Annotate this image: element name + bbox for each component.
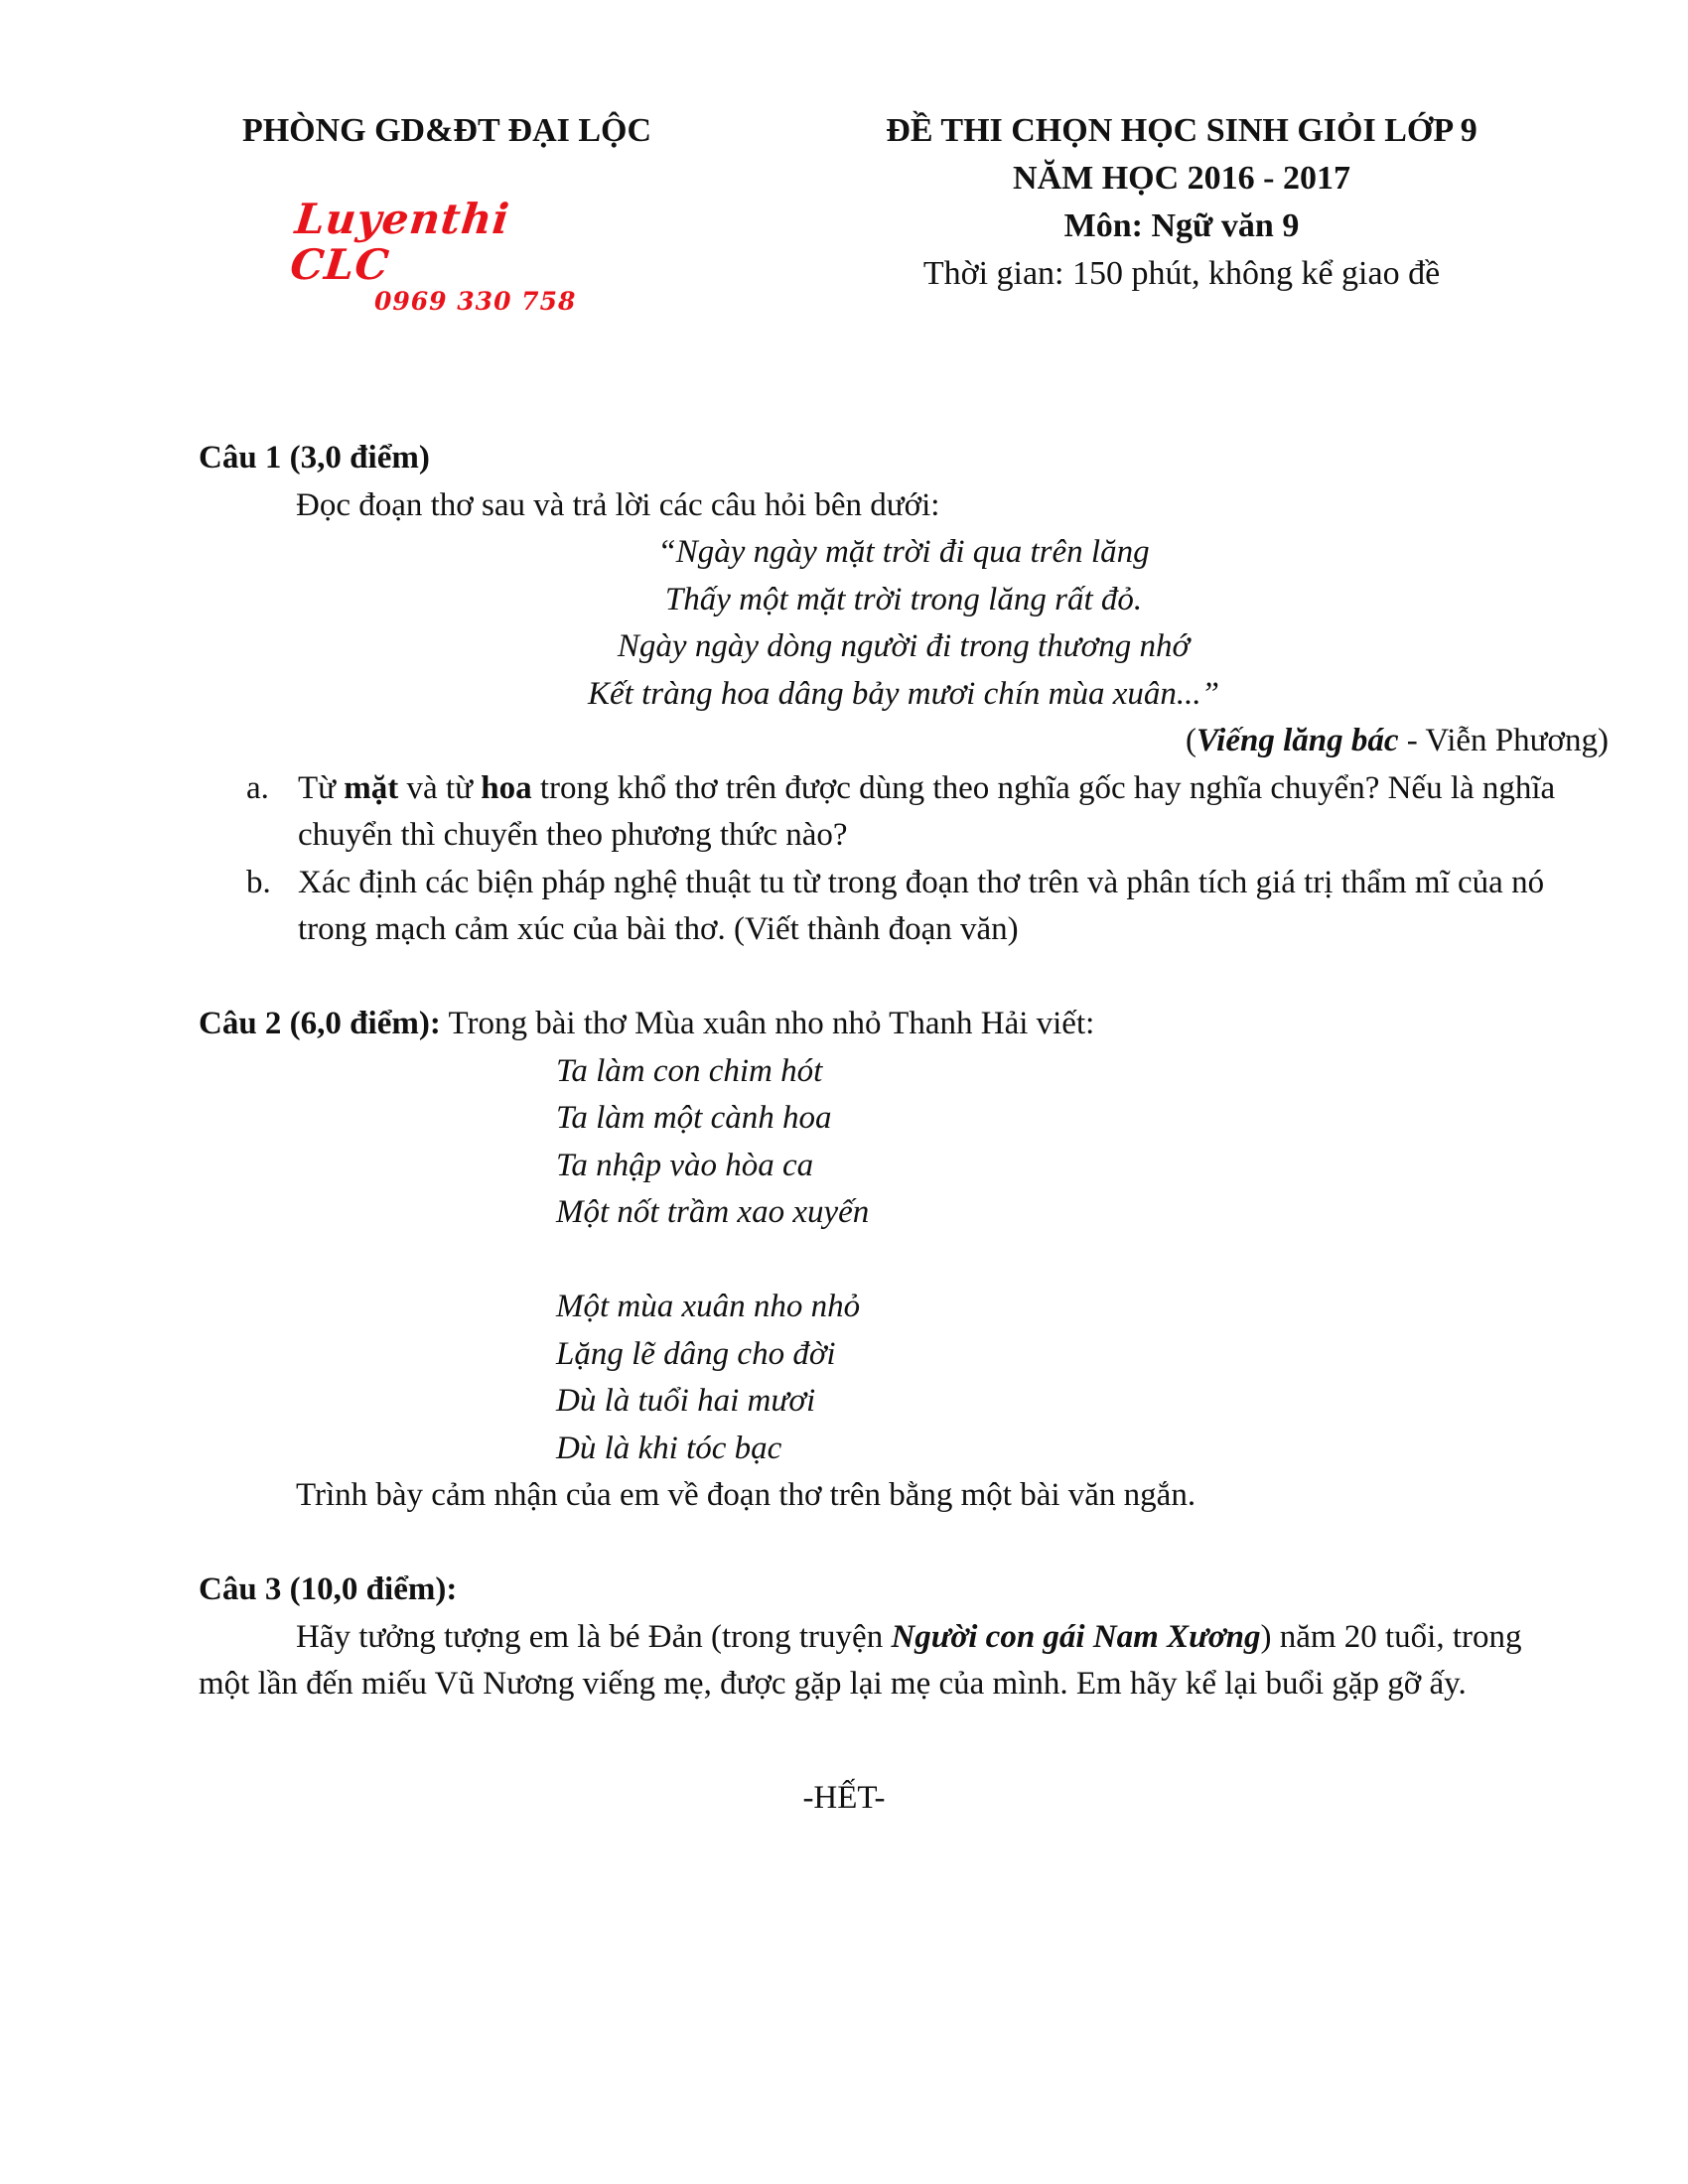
q1-heading: Câu 1 (3,0 điểm) [199, 440, 430, 476]
keyword-mat: mặt [344, 769, 399, 806]
subject: Môn: Ngữ văn 9 [1063, 207, 1300, 244]
item-text: Xác định các biện pháp nghệ thuật tu từ trong đoạn thơ trên và phân tích giá trị thẩm mĩ của nó trong mạch cảm xúc của bài thơ. (Viết thành đoạn văn) [298, 864, 1545, 947]
logo-phone: 0969 330 758 [374, 287, 577, 316]
source-author: - Viễn Phương) [1398, 723, 1609, 758]
q2-poem-line: Ta làm một cành hoa [556, 1100, 832, 1136]
q2-poem-line: Một mùa xuân nho nhỏ [556, 1289, 861, 1324]
q1-poem-line: Ngày ngày dòng người đi trong thương nhớ [617, 628, 1191, 664]
logo-name: Luyenthi CLC [288, 195, 512, 289]
q2-poem-line: Ta làm con chim hót [556, 1052, 823, 1089]
brand-logo [288, 195, 611, 316]
q2-intro-line [199, 1001, 1609, 1048]
q3-text-line: một lần đến miếu Vũ Nương viếng mẹ, được gặp lại mẹ của mình. Em hãy kể lại buổi gặp gỡ ấy. [199, 1666, 1467, 1702]
q2-poem-line: Ta nhập vào hòa ca [556, 1147, 814, 1183]
end-mark: -HẾT- [802, 1780, 886, 1816]
department-title: PHÒNG GD&ĐT ĐẠI LỘC [241, 112, 652, 149]
q1-poem-line: Thấy một mặt trời trong lăng rất đỏ. [664, 581, 1143, 617]
item-text: Từ [298, 769, 345, 806]
q3-text: Hãy tưởng tượng em là bé Đản (trong truyện [296, 1618, 892, 1655]
school-year: NĂM HỌC 2016 - 2017 [1013, 160, 1350, 197]
item-text: trong khổ thơ trên được dùng theo nghĩa gốc hay nghĩa chuyển? Nếu là nghĩa chuyển thì chuyển theo phương thức nào? [298, 769, 1556, 853]
q2-poem-line: Một nốt trầm xao xuyến [556, 1194, 870, 1230]
q1-poem-line: Kết tràng hoa dâng bảy mươi chín mùa xuân...” [588, 675, 1219, 712]
q3-text-line [199, 1614, 1609, 1662]
q1-instruction: Đọc đoạn thơ sau và trả lời các câu hỏi bên dưới: [296, 486, 940, 523]
story-title: Người con gái Nam Xương [891, 1618, 1261, 1655]
keyword-hoa: hoa [481, 769, 532, 806]
q2-intro: Trong bài thơ Mùa xuân nho nhỏ Thanh Hải viết: [440, 1006, 1095, 1041]
exam-title: ĐỀ THI CHỌN HỌC SINH GIỎI LỚP 9 [886, 112, 1477, 149]
time-limit: Thời gian: 150 phút, không kể giao đề [922, 255, 1441, 292]
q3-heading: Câu 3 (10,0 điểm): [199, 1571, 458, 1607]
q2-poem-line: Dù là tuổi hai mươi [556, 1383, 816, 1419]
item-marker: a. [246, 769, 269, 806]
source-open: ( [1185, 723, 1196, 758]
source-title: Viếng lăng bác [1196, 723, 1399, 758]
item-marker: b. [246, 864, 271, 900]
q1-poem-line: “Ngày ngày mặt trời đi qua trên lăng [657, 534, 1150, 570]
q2-task: Trình bày cảm nhận của em về đoạn thơ trên bằng một bài văn ngắn. [296, 1477, 1196, 1513]
q1-item-a [199, 765, 1609, 860]
q1-item-b [199, 860, 1609, 954]
q1-source [199, 718, 1609, 765]
item-text: và từ [398, 769, 482, 806]
q2-poem-line: Dù là khi tóc bạc [556, 1430, 782, 1466]
q2-heading: Câu 2 (6,0 điểm): [199, 1006, 441, 1041]
q2-poem-line: Lặng lẽ dâng cho đời [556, 1335, 836, 1372]
exam-content [199, 435, 1609, 1708]
exam-header [814, 107, 1549, 298]
q3-text: ) năm 20 tuổi, trong [1260, 1618, 1522, 1655]
